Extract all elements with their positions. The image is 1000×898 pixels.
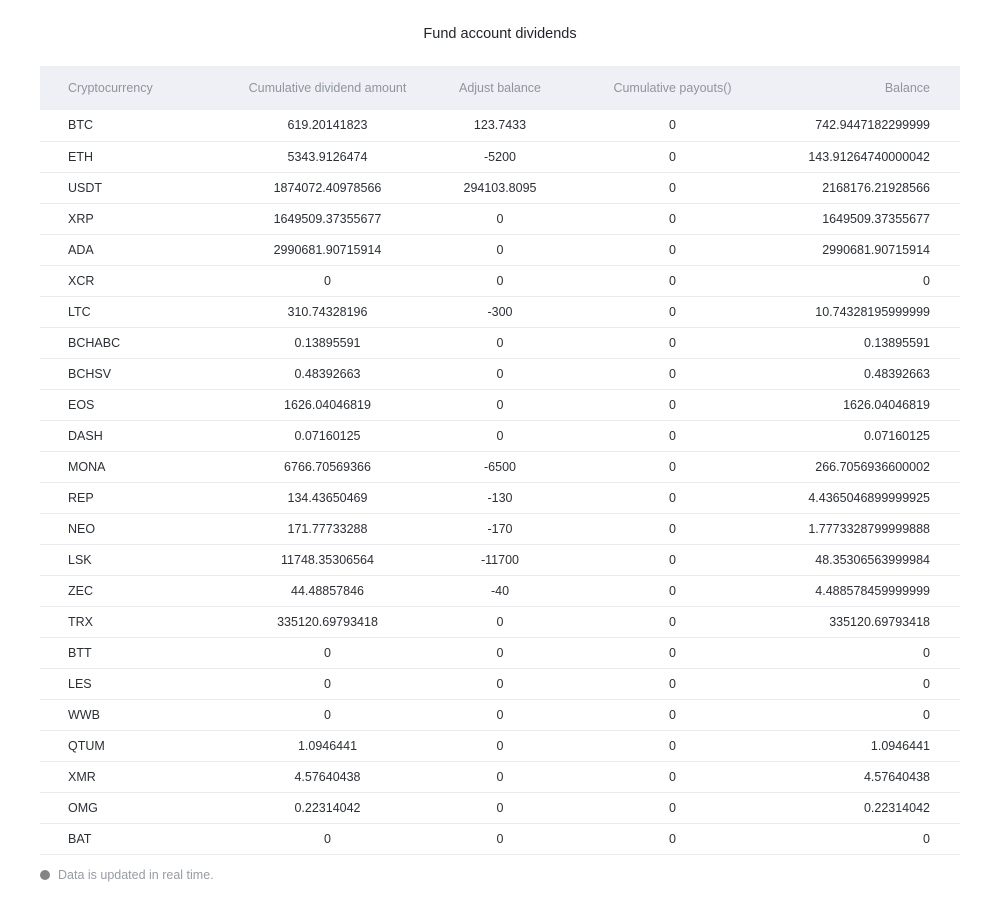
table-row <box>40 389 960 420</box>
table-cell-cryptocurrency: LES <box>40 668 230 699</box>
table-header <box>40 66 960 110</box>
column-header-cumulative-payouts: Cumulative payouts() <box>575 66 770 110</box>
table-cell-adjust_balance: 0 <box>425 668 575 699</box>
table-row <box>40 265 960 296</box>
table-row <box>40 420 960 451</box>
table-cell-cumulative_dividend_amount: 171.77733288 <box>230 513 425 544</box>
table-cell-cumulative_payouts: 0 <box>575 358 770 389</box>
table-cell-cryptocurrency: TRX <box>40 606 230 637</box>
table-cell-adjust_balance: -11700 <box>425 544 575 575</box>
table-cell-cumulative_payouts: 0 <box>575 482 770 513</box>
table-row <box>40 451 960 482</box>
table-cell-cumulative_payouts: 0 <box>575 141 770 172</box>
table-cell-cumulative_dividend_amount: 0.48392663 <box>230 358 425 389</box>
table-cell-cumulative_payouts: 0 <box>575 606 770 637</box>
table-cell-balance: 1.7773328799999888 <box>770 513 960 544</box>
table-cell-balance: 0.22314042 <box>770 792 960 823</box>
table-cell-cumulative_dividend_amount: 44.48857846 <box>230 575 425 606</box>
table-cell-cumulative_payouts: 0 <box>575 792 770 823</box>
table-cell-cryptocurrency: BTC <box>40 110 230 141</box>
table-cell-cryptocurrency: XCR <box>40 265 230 296</box>
table-cell-cryptocurrency: ZEC <box>40 575 230 606</box>
table-cell-balance: 1.0946441 <box>770 730 960 761</box>
table-cell-cryptocurrency: BTT <box>40 637 230 668</box>
table-cell-cryptocurrency: ETH <box>40 141 230 172</box>
table-cell-adjust_balance: 0 <box>425 730 575 761</box>
table-cell-cryptocurrency: WWB <box>40 699 230 730</box>
table-cell-cryptocurrency: QTUM <box>40 730 230 761</box>
table-cell-cumulative_payouts: 0 <box>575 110 770 141</box>
table-row <box>40 110 960 141</box>
table-row <box>40 699 960 730</box>
realtime-note-text: Data is updated in real time. <box>58 867 214 882</box>
table-row <box>40 544 960 575</box>
column-header-adjust-balance: Adjust balance <box>425 66 575 110</box>
table-cell-cumulative_payouts: 0 <box>575 327 770 358</box>
table-cell-cumulative_dividend_amount: 11748.35306564 <box>230 544 425 575</box>
table-cell-cumulative_dividend_amount: 1.0946441 <box>230 730 425 761</box>
table-cell-adjust_balance: 294103.8095 <box>425 172 575 203</box>
table-cell-balance: 0 <box>770 668 960 699</box>
table-cell-cumulative_payouts: 0 <box>575 451 770 482</box>
table-cell-balance: 1649509.37355677 <box>770 203 960 234</box>
table-cell-cumulative_payouts: 0 <box>575 172 770 203</box>
table-cell-cumulative_payouts: 0 <box>575 668 770 699</box>
table-cell-cryptocurrency: REP <box>40 482 230 513</box>
table-cell-adjust_balance: 0 <box>425 637 575 668</box>
table-row <box>40 296 960 327</box>
table-cell-cryptocurrency: NEO <box>40 513 230 544</box>
table-cell-cumulative_dividend_amount: 0 <box>230 637 425 668</box>
table-cell-adjust_balance: -130 <box>425 482 575 513</box>
table-body <box>40 110 960 854</box>
table-cell-adjust_balance: 0 <box>425 420 575 451</box>
table-cell-cumulative_dividend_amount: 134.43650469 <box>230 482 425 513</box>
table-cell-balance: 2168176.21928566 <box>770 172 960 203</box>
table-cell-adjust_balance: 0 <box>425 358 575 389</box>
table-cell-balance: 10.74328195999999 <box>770 296 960 327</box>
table-cell-adjust_balance: 0 <box>425 234 575 265</box>
table-cell-cumulative_dividend_amount: 0 <box>230 668 425 699</box>
table-cell-cumulative_dividend_amount: 1626.04046819 <box>230 389 425 420</box>
table-cell-cumulative_dividend_amount: 0 <box>230 823 425 854</box>
table-row <box>40 327 960 358</box>
status-dot-icon <box>40 870 50 880</box>
table-cell-cumulative_payouts: 0 <box>575 761 770 792</box>
table-cell-adjust_balance: -300 <box>425 296 575 327</box>
table-cell-cumulative_dividend_amount: 0.07160125 <box>230 420 425 451</box>
table-cell-cryptocurrency: DASH <box>40 420 230 451</box>
table-cell-adjust_balance: 123.7433 <box>425 110 575 141</box>
table-cell-adjust_balance: 0 <box>425 699 575 730</box>
table-cell-cumulative_dividend_amount: 0 <box>230 265 425 296</box>
table-header-row <box>40 66 960 110</box>
table-cell-cumulative_payouts: 0 <box>575 420 770 451</box>
table-cell-cryptocurrency: BCHSV <box>40 358 230 389</box>
table-cell-adjust_balance: 0 <box>425 761 575 792</box>
table-row <box>40 668 960 699</box>
table-cell-cryptocurrency: EOS <box>40 389 230 420</box>
table-row <box>40 172 960 203</box>
table-cell-cryptocurrency: LSK <box>40 544 230 575</box>
table-cell-cumulative_dividend_amount: 310.74328196 <box>230 296 425 327</box>
dividends-table <box>40 66 960 855</box>
column-header-cryptocurrency: Cryptocurrency <box>40 66 230 110</box>
page-title: Fund account dividends <box>423 26 577 42</box>
table-cell-cryptocurrency: BCHABC <box>40 327 230 358</box>
table-cell-cryptocurrency: BAT <box>40 823 230 854</box>
table-row <box>40 203 960 234</box>
table-cell-balance: 0 <box>770 823 960 854</box>
table-cell-adjust_balance: 0 <box>425 606 575 637</box>
table-row <box>40 575 960 606</box>
table-cell-balance: 266.7056936600002 <box>770 451 960 482</box>
table-row <box>40 823 960 854</box>
table-row <box>40 482 960 513</box>
table-cell-balance: 143.91264740000042 <box>770 141 960 172</box>
table-cell-balance: 0.07160125 <box>770 420 960 451</box>
table-cell-balance: 0 <box>770 637 960 668</box>
table-cell-cumulative_dividend_amount: 335120.69793418 <box>230 606 425 637</box>
table-cell-balance: 4.4365046899999925 <box>770 482 960 513</box>
table-cell-adjust_balance: 0 <box>425 389 575 420</box>
table-cell-cumulative_payouts: 0 <box>575 513 770 544</box>
table-cell-adjust_balance: 0 <box>425 203 575 234</box>
table-cell-cumulative_payouts: 0 <box>575 234 770 265</box>
table-cell-adjust_balance: -5200 <box>425 141 575 172</box>
table-cell-balance: 0.13895591 <box>770 327 960 358</box>
table-cell-cryptocurrency: ADA <box>40 234 230 265</box>
table-cell-balance: 0.48392663 <box>770 358 960 389</box>
table-cell-adjust_balance: -40 <box>425 575 575 606</box>
table-cell-balance: 335120.69793418 <box>770 606 960 637</box>
table-cell-cryptocurrency: USDT <box>40 172 230 203</box>
table-cell-cumulative_payouts: 0 <box>575 389 770 420</box>
table-row <box>40 513 960 544</box>
column-header-cumulative-dividend-amount: Cumulative dividend amount <box>230 66 425 110</box>
table-cell-cumulative_dividend_amount: 0.13895591 <box>230 327 425 358</box>
table-row <box>40 606 960 637</box>
table-row <box>40 358 960 389</box>
table-cell-cryptocurrency: XMR <box>40 761 230 792</box>
table-cell-balance: 0 <box>770 699 960 730</box>
table-cell-cryptocurrency: LTC <box>40 296 230 327</box>
table-cell-cumulative_payouts: 0 <box>575 296 770 327</box>
table-cell-adjust_balance: 0 <box>425 792 575 823</box>
table-cell-cumulative_payouts: 0 <box>575 823 770 854</box>
table-row <box>40 141 960 172</box>
table-cell-cumulative_dividend_amount: 4.57640438 <box>230 761 425 792</box>
table-cell-cumulative_dividend_amount: 6766.70569366 <box>230 451 425 482</box>
table-cell-cryptocurrency: MONA <box>40 451 230 482</box>
table-cell-cumulative_payouts: 0 <box>575 637 770 668</box>
table-cell-cumulative_payouts: 0 <box>575 730 770 761</box>
table-cell-adjust_balance: 0 <box>425 265 575 296</box>
table-cell-balance: 2990681.90715914 <box>770 234 960 265</box>
table-row <box>40 637 960 668</box>
table-cell-adjust_balance: -6500 <box>425 451 575 482</box>
table-cell-balance: 48.35306563999984 <box>770 544 960 575</box>
column-header-balance: Balance <box>770 66 960 110</box>
table-cell-cumulative_payouts: 0 <box>575 265 770 296</box>
table-cell-cryptocurrency: XRP <box>40 203 230 234</box>
table-cell-balance: 742.9447182299999 <box>770 110 960 141</box>
table-row <box>40 730 960 761</box>
table-cell-cumulative_payouts: 0 <box>575 203 770 234</box>
table-cell-adjust_balance: 0 <box>425 823 575 854</box>
table-cell-cumulative_dividend_amount: 1874072.40978566 <box>230 172 425 203</box>
table-row <box>40 792 960 823</box>
table-row <box>40 761 960 792</box>
table-cell-cumulative_payouts: 0 <box>575 699 770 730</box>
table-cell-adjust_balance: 0 <box>425 327 575 358</box>
table-cell-cumulative_dividend_amount: 1649509.37355677 <box>230 203 425 234</box>
table-cell-adjust_balance: -170 <box>425 513 575 544</box>
table-cell-balance: 4.488578459999999 <box>770 575 960 606</box>
table-cell-cumulative_dividend_amount: 0.22314042 <box>230 792 425 823</box>
table-cell-cumulative_dividend_amount: 619.20141823 <box>230 110 425 141</box>
realtime-note <box>40 868 960 883</box>
table-cell-cumulative_dividend_amount: 2990681.90715914 <box>230 234 425 265</box>
table-cell-cumulative_payouts: 0 <box>575 575 770 606</box>
table-cell-balance: 0 <box>770 265 960 296</box>
table-cell-cumulative_payouts: 0 <box>575 544 770 575</box>
table-cell-cumulative_dividend_amount: 0 <box>230 699 425 730</box>
table-cell-balance: 1626.04046819 <box>770 389 960 420</box>
table-cell-cryptocurrency: OMG <box>40 792 230 823</box>
table-row <box>40 234 960 265</box>
table-cell-balance: 4.57640438 <box>770 761 960 792</box>
table-cell-cumulative_dividend_amount: 5343.9126474 <box>230 141 425 172</box>
